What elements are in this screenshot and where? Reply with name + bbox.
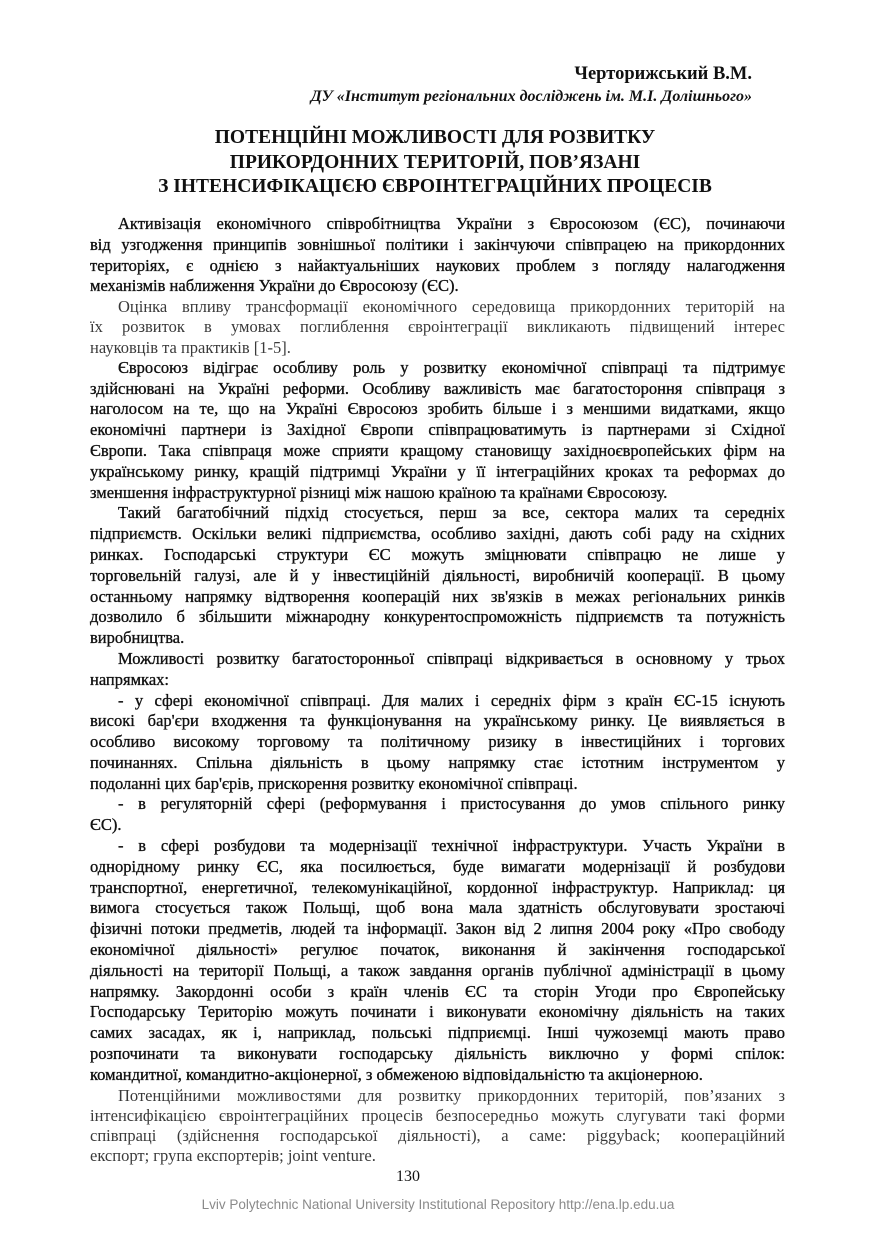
text-line: Господарську Територію можуть починати і виконувати економічну діяльність на таких (90, 1002, 785, 1022)
text-line: від узгодження принципів зовнішньої політики і закінчуючи співпрацею на прикордонних (90, 234, 785, 254)
paragraph (90, 358, 785, 504)
paragraph (90, 214, 785, 297)
text-line: Європи. Така співпраця може сприяти кращому становищу західноєвропейських фірм на (90, 440, 785, 460)
text-line: здійснювані на Україні реформи. Особливу важливість має багатостороння співпраця з (90, 378, 785, 398)
text-line: напрямках: (90, 669, 169, 689)
text-line: - у сфері економічної співпраці. Для малих і середніх фірм з країн ЄС-15 існують (118, 690, 785, 710)
text-line: фізичні потоки предметів, людей та інформації. Закон від 2 липня 2004 року «Про свободу (90, 919, 785, 939)
author-name: Черторижський В.М. (574, 64, 752, 84)
text-line: командитної, командитно-акціонерної, з обмеженою відповідальністю та акціонерною. (90, 1064, 703, 1084)
text-line: їх розвиток в умовах поглиблення євроінтеграції викликають підвищений інтерес (90, 317, 785, 337)
text-line: Можливості розвитку багатосторонньої співпраці відкривається в основному у трьох (118, 648, 785, 668)
text-line: Оцінка впливу трансформації економічного середовища прикордонних територій на (118, 297, 785, 317)
text-line: територіях, є однією з найактуальніших наукових проблем з погляду налагодження (90, 255, 785, 275)
paragraph (90, 836, 785, 1086)
text-line: однорідному ринку ЄС, яка посилюється, буде вимагати модернізації й розбудови (90, 856, 785, 876)
text-line: економічні партнери із Західної Європи співпрацюватимуть із партнерами зі Східної (90, 420, 785, 440)
text-line: ринках. Господарські структури ЄС можуть зміцнювати співпрацю не лише у (90, 544, 785, 564)
text-line: високі бар'єри входження та функціонування на українському ринку. Це виявляється в (90, 711, 785, 731)
text-line: Такий багатобічний підхід стосується, перш за все, сектора малих та середніх (118, 503, 785, 523)
article-title (90, 126, 780, 200)
paragraph (90, 1086, 785, 1167)
text-line: - в регуляторній сфері (реформування і пристосування до умов спільного ринку (118, 794, 785, 814)
text-line: співпраці (здійснення господарської діяльності), а саме: piggyback; коопераційний (90, 1126, 785, 1146)
text-line: економічної діяльності» регулює початок, виконання й закінчення господарської (90, 940, 785, 960)
author-affiliation: ДУ «Інститут регіональних досліджень ім. М.І. Долішнього» (310, 88, 752, 105)
text-line: виробництва. (90, 628, 185, 648)
repository-footer: Lviv Polytechnic National University Institutional Repository http://ena.lp.edu.ua (201, 1197, 675, 1212)
text-line: транспортної, енергетичної, телекомунікаційної, кордонної інфраструктур. Наприклад: ця (90, 877, 785, 897)
paragraph (90, 503, 785, 649)
text-line: починаннях. Спільна діяльність в цьому напрямку стає істотним інструментом у (90, 752, 785, 772)
text-line: вимога стосується також Польщі, щоб вона мала здатність обслуговувати зростаючі (90, 898, 785, 918)
title-line: ПОТЕНЦІЙНІ МОЖЛИВОСТІ ДЛЯ РОЗВИТКУ (214, 127, 656, 148)
text-line: самих засадах, як і, наприклад, польські підприємці. Інші чужоземці мають право (90, 1023, 785, 1043)
text-line: напрямку. Закордонні особи з країн членів ЄС та сторін Угоди про Європейську (90, 981, 785, 1001)
text-line: подоланні цих бар'єрів, прискорення розвитку економічної співпраці. (90, 773, 578, 793)
text-line: - в сфері розбудови та модернізації технічної інфраструктури. Участь України в (118, 836, 785, 856)
text-line: підприємств. Оскільки великі підприємства, особливо західні, дають собі раду на східних (90, 524, 785, 544)
text-line: Євросоюз відіграє особливу роль у розвитку економічної співпраці та підтримує (118, 357, 785, 377)
text-line: дозволило б збільшити міжнародну конкурентоспроможність підприємств та потужність (90, 607, 785, 627)
paragraph (90, 691, 785, 795)
article-body (90, 214, 785, 1166)
text-line: наголосом на те, що на Україні Євросоюз зробить більше і з меншими видатками, якщо (90, 399, 785, 419)
text-line: науковців та практиків [1-5]. (90, 337, 291, 357)
text-line: Активізація економічного співробітництва України з Євросоюзом (ЄС), починаючи (118, 214, 785, 233)
text-line: діяльності на території Польщі, а також завдання органів публічної адміністрації в цьому (90, 960, 785, 980)
page-number: 130 (396, 1168, 420, 1185)
title-line: ПРИКОРДОННИХ ТЕРИТОРІЙ, ПОВ’ЯЗАНІ (229, 151, 641, 173)
text-line: ЄС). (90, 815, 122, 835)
text-line: українському ринку, кращій підтримці України у її інтеграційних кроках та реформах до (90, 461, 785, 481)
text-line: зменшення інфраструктурної різниці між нашою країною та країнами Євросоюзу. (90, 482, 668, 502)
text-line: останньому напрямку відтворення кооперацій них зв'язків в межах регіональних ринків (90, 586, 785, 606)
paragraph (90, 649, 785, 691)
text-line: розпочинати та виконувати господарську діяльність виключно у формі спілок: (90, 1044, 785, 1064)
text-line: експорт; група експортерів; joint venture. (90, 1146, 376, 1166)
text-line: Потенційними можливостями для розвитку прикордонних територій, пов’язаних з (118, 1085, 785, 1105)
text-line: особливо високому торговому та політичному ризику в інвестиційних і торгових (90, 732, 785, 752)
text-line: механізмів наближення України до Євросоюзу (ЄС). (90, 276, 459, 296)
paragraph (90, 297, 785, 358)
title-line: З ІНТЕНСИФІКАЦІЄЮ ЄВРОІНТЕГРАЦІЙНИХ ПРОЦЕСІВ (158, 176, 712, 197)
text-line: торговельній галузі, але й у інвестиційній діяльності, виробничій кооперації. В цьому (90, 565, 785, 585)
paragraph (90, 794, 785, 836)
text-line: інтенсифікацією євроінтеграційних процесів безпосередньо можуть слугувати такі форми (90, 1105, 785, 1125)
